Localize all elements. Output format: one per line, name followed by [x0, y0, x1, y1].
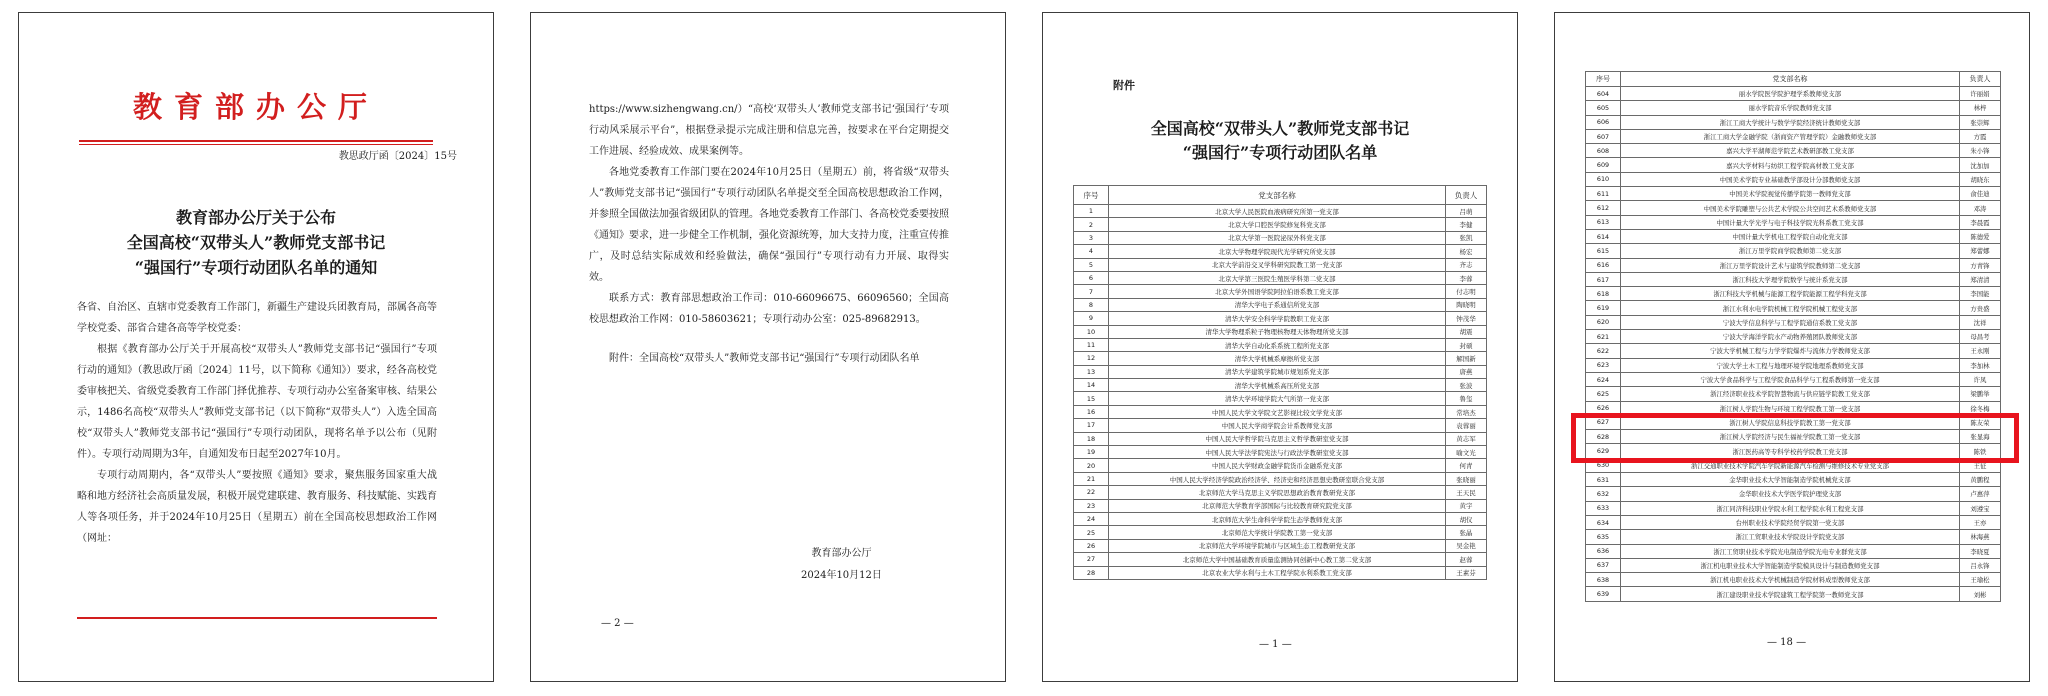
- table-row: [1074, 419, 1487, 432]
- leader-name: 喻文光: [1446, 446, 1487, 459]
- table-row: [1586, 473, 2001, 487]
- leader-name: 刘彬: [1960, 587, 2001, 601]
- row-number: 17: [1074, 419, 1109, 432]
- branch-name: 浙江同济科技职业学院水利工程学院水利工程党支部: [1621, 501, 1960, 515]
- table-row: [1586, 144, 2001, 158]
- row-number: 621: [1586, 330, 1621, 344]
- table-row: [1074, 526, 1487, 539]
- document-number: 教思政厅函〔2024〕15号: [338, 151, 457, 162]
- row-number: 629: [1586, 444, 1621, 458]
- notice-body-continued: [589, 99, 949, 369]
- leader-name: 李蓉: [1446, 271, 1487, 284]
- list-title: [1043, 117, 1517, 165]
- team-list-table: [1585, 71, 2001, 602]
- leader-name: 吕萌: [1446, 205, 1487, 218]
- signing-date: 2024年10月12日: [801, 570, 882, 581]
- branch-name: 浙江建设职业技术学院建筑工程学院第一教师党支部: [1621, 587, 1960, 601]
- table-row: [1586, 372, 2001, 386]
- branch-name: 浙江科技大学理学院数学与统计系党支部: [1621, 272, 1960, 286]
- leader-name: 方青锋: [1960, 258, 2001, 272]
- row-number: 27: [1074, 553, 1109, 566]
- leader-name: 张晶: [1446, 526, 1487, 539]
- branch-name: 中国计量大学机电工程学院自动化党支部: [1621, 229, 1960, 243]
- leader-name: 张波: [1446, 379, 1487, 392]
- leader-name: 王征: [1960, 458, 2001, 472]
- leader-name: 吕永锋: [1960, 558, 2001, 572]
- table-row: [1074, 245, 1487, 258]
- table-row: [1586, 515, 2001, 529]
- table-row: [1586, 129, 2001, 143]
- leader-name: 黄鹏程: [1960, 473, 2001, 487]
- branch-name: 丽水学院音乐学院教师党支部: [1621, 101, 1960, 115]
- leader-name: 母昌考: [1960, 330, 2001, 344]
- row-number: 626: [1586, 401, 1621, 415]
- branch-name: 宁波大学机械工程与力学学院爆炸与流体力学教师党支部: [1621, 344, 1960, 358]
- body-paragraph: 根据《教育部办公厅关于开展高校“双带头人”教师党支部书记“强国行”专项行动的通知》（教思政厅函〔2024〕11号，以下简称《通知》）要求，经各高校党委审核把关、省级党委教育工作部门择优推荐、专项行动办公室备案审核、结果公示，1486名高校“双带头人”教师党支部书记（以下简称“双带头人”）入选全国高校“双带头人”教师党支部书记“强国行”专项行动团队，现将名单予以公布（见附件）。专项行动周期为3年，自通知发布日起至2027年10月。: [77, 344, 437, 460]
- branch-name: 中国人民大学财政金融学院货币金融系党支部: [1109, 459, 1446, 472]
- branch-name: 北京大学物理学院现代光学研究所党支部: [1109, 245, 1446, 258]
- notice-title-line: 全国高校“双带头人”教师党支部书记: [126, 233, 386, 252]
- branch-name: 中国人民大学经济学院政治经济学、经济史和经济思想史教研室联合党支部: [1109, 472, 1446, 485]
- row-number: 614: [1586, 229, 1621, 243]
- leader-name: 王永刚: [1960, 344, 2001, 358]
- branch-name: 浙江工商大学统计与数学学院经济统计教师党支部: [1621, 115, 1960, 129]
- table-row: [1074, 338, 1487, 351]
- row-number: 625: [1586, 387, 1621, 401]
- leader-name: 陈铁: [1960, 444, 2001, 458]
- leader-name: 胡晓东: [1960, 172, 2001, 186]
- signature-block: [801, 543, 882, 587]
- branch-name: 中国人民大学哲学院马克思主义哲学教研室党支部: [1109, 432, 1446, 445]
- leader-name: 解国新: [1446, 352, 1487, 365]
- leader-name: 梁鹏举: [1960, 387, 2001, 401]
- branch-name: 北京师范大学中国基础教育质量监测协同创新中心教工第二党支部: [1109, 553, 1446, 566]
- branch-name: 金华职业技术大学医学院护理党支部: [1621, 487, 1960, 501]
- team-list-table: [1073, 185, 1487, 580]
- branch-name: 丽水学院医学院护理学系教师党支部: [1621, 87, 1960, 101]
- branch-name: 清华大学物理系粒子物理核物理天体物理所党支部: [1109, 325, 1446, 338]
- row-number: 636: [1586, 544, 1621, 558]
- table-row: [1586, 272, 2001, 286]
- notice-body: [77, 297, 437, 549]
- leader-name: 黄宇: [1446, 499, 1487, 512]
- leader-name: 林梓: [1960, 101, 2001, 115]
- branch-name: 中国美术学院视觉传播学院第一教师党支部: [1621, 187, 1960, 201]
- signer: 教育部办公厅: [811, 548, 872, 559]
- table-row: [1074, 258, 1487, 271]
- leader-name: 方霞: [1960, 129, 2001, 143]
- branch-name: 嘉兴大学材料与纺织工程学院高材教工党支部: [1621, 158, 1960, 172]
- table-row: [1074, 446, 1487, 459]
- branch-name: 浙江工商大学金融学院（浙商资产管理学院）金融教师党支部: [1621, 129, 1960, 143]
- branch-name: 中国计量大学光学与电子科技学院光科系教工党支部: [1621, 215, 1960, 229]
- leader-name: 杨宏: [1446, 245, 1487, 258]
- branch-name: 北京师范大学环境学院城市与区域生态工程教研党支部: [1109, 539, 1446, 552]
- page-number: — 2 —: [601, 618, 634, 629]
- row-number: 604: [1586, 87, 1621, 101]
- table-row: [1586, 244, 2001, 258]
- row-number: 5: [1074, 258, 1109, 271]
- branch-name: 浙江工贸职业技术学院光电制造学院光电专业群党支部: [1621, 544, 1960, 558]
- table-row: [1586, 544, 2001, 558]
- table-row: [1586, 358, 2001, 372]
- branch-name: 北京大学前沿交叉学科研究院教工第一党支部: [1109, 258, 1446, 271]
- leader-name: 陶晓明: [1446, 298, 1487, 311]
- row-number: 4: [1074, 245, 1109, 258]
- table-row: [1586, 387, 2001, 401]
- table-row: [1074, 472, 1487, 485]
- table-row: [1586, 229, 2001, 243]
- row-number: 618: [1586, 287, 1621, 301]
- leader-name: 张晓丽: [1446, 472, 1487, 485]
- table-row: [1074, 325, 1487, 338]
- leader-name: 胡震: [1446, 325, 1487, 338]
- leader-name: 李健: [1446, 218, 1487, 231]
- row-number: 20: [1074, 459, 1109, 472]
- column-header: 党支部名称: [1109, 186, 1446, 205]
- row-number: 6: [1074, 271, 1109, 284]
- table-row: [1074, 459, 1487, 472]
- column-header: 党支部名称: [1621, 72, 1960, 87]
- row-number: 605: [1586, 101, 1621, 115]
- body-paragraph: 各地党委教育工作部门要在2024年10月25日（星期五）前，将省级“双带头人”教师党支部书记“强国行”专项行动团队名单提交至全国高校思想政治工作网，并参照全国做法加强省级团队的管理。各地党委教育工作部门、各高校党委要按照《通知》要求，进一步健全工作机制，强化资源统筹，加大支持力度，注重宣传推广，及时总结实际成效和经验做法，确保“强国行”专项行动有力开展、取得实效。: [589, 167, 949, 283]
- office-title: 教育部办公厅: [132, 90, 379, 124]
- row-number: 23: [1074, 499, 1109, 512]
- branch-name: 宁波大学土木工程与地理环境学院地理系教师党支部: [1621, 358, 1960, 372]
- row-number: 635: [1586, 530, 1621, 544]
- branch-name: 北京师范大学教育学部国际与比较教育研究院党支部: [1109, 499, 1446, 512]
- row-number: 607: [1586, 129, 1621, 143]
- leader-name: 黄志军: [1446, 432, 1487, 445]
- row-number: 13: [1074, 365, 1109, 378]
- branch-name: 浙江万里学院设计艺术与建筑学院教师第二党支部: [1621, 258, 1960, 272]
- row-number: 9: [1074, 312, 1109, 325]
- branch-name: 清华大学安全科学学院教职工党支部: [1109, 312, 1446, 325]
- row-number: 617: [1586, 272, 1621, 286]
- row-number: 28: [1074, 566, 1109, 579]
- leader-name: 林海燕: [1960, 530, 2001, 544]
- row-number: 24: [1074, 512, 1109, 525]
- branch-name: 浙江机电职业技术大学智能制造学院模具设计与制造教师党支部: [1621, 558, 1960, 572]
- branch-name: 浙江万里学院商学院教师第二党支部: [1621, 244, 1960, 258]
- row-number: 634: [1586, 515, 1621, 529]
- table-row: [1586, 487, 2001, 501]
- table-row: [1074, 298, 1487, 311]
- row-number: 3: [1074, 231, 1109, 244]
- column-header: 负责人: [1960, 72, 2001, 87]
- table-row: [1074, 379, 1487, 392]
- row-number: 613: [1586, 215, 1621, 229]
- leader-name: 袁蓉丽: [1446, 419, 1487, 432]
- leader-name: 张崇辉: [1960, 115, 2001, 129]
- document-page-1: [18, 12, 494, 682]
- branch-name: 北京大学第一医院泌尿外科党支部: [1109, 231, 1446, 244]
- column-header: 负责人: [1446, 186, 1487, 205]
- leader-name: 付志明: [1446, 285, 1487, 298]
- table-row: [1074, 271, 1487, 284]
- column-header: 序号: [1586, 72, 1621, 87]
- leader-name: 何青: [1446, 459, 1487, 472]
- row-number: 15: [1074, 392, 1109, 405]
- branch-name: 浙江水利水电学院机械工程学院机械工程党支部: [1621, 301, 1960, 315]
- leader-name: 王素芬: [1446, 566, 1487, 579]
- leader-name: 赵蓉: [1446, 553, 1487, 566]
- branch-name: 北京农业大学水利与土木工程学院水利系教工党支部: [1109, 566, 1446, 579]
- branch-name: 清华大学自动化系系统工程所党支部: [1109, 338, 1446, 351]
- row-number: 620: [1586, 315, 1621, 329]
- branch-name: 清华大学电子系通信所党支部: [1109, 298, 1446, 311]
- table-row: [1586, 587, 2001, 601]
- branch-name: 中国美术学院雕塑与公共艺术学院公共空间艺术系教师党支部: [1621, 201, 1960, 215]
- row-number: 21: [1074, 472, 1109, 485]
- branch-name: 宁波大学食品科学与工程学院食品科学与工程系教师第一党支部: [1621, 372, 1960, 386]
- leader-name: 徐冬梅: [1960, 401, 2001, 415]
- row-number: 10: [1074, 325, 1109, 338]
- row-number: 615: [1586, 244, 1621, 258]
- table-row: [1586, 158, 2001, 172]
- branch-name: 北京大学口腔医学院修复科党支部: [1109, 218, 1446, 231]
- red-divider-bottom: [79, 144, 433, 145]
- branch-name: 宁波大学海洋学院水产动物养殖团队教师党支部: [1621, 330, 1960, 344]
- leader-name: 陈德爱: [1960, 229, 2001, 243]
- row-number: 19: [1074, 446, 1109, 459]
- red-divider-top: [79, 140, 433, 142]
- body-paragraph: https://www.sizhengwang.cn/）“高校‘双带头人’教师党支部书记‘强国行’专项行动风采展示平台”，根据登录提示完成注册和信息完善，按要求在平台定期提交工作进展、经验成效、成果案例等。: [589, 104, 949, 157]
- leader-name: 沈加加: [1960, 158, 2001, 172]
- table-row: [1586, 315, 2001, 329]
- branch-name: 浙江科技大学机械与能源工程学院能源工程学科党支部: [1621, 287, 1960, 301]
- branch-name: 浙江机电职业技术大学机械制造学院材料成型教师党支部: [1621, 573, 1960, 587]
- leader-name: 郑清清: [1960, 272, 2001, 286]
- row-number: 616: [1586, 258, 1621, 272]
- row-number: 22: [1074, 486, 1109, 499]
- leader-name: 王亦: [1960, 515, 2001, 529]
- table-row: [1586, 330, 2001, 344]
- document-page-4: [1554, 12, 2030, 682]
- leader-name: 许丽娟: [1960, 87, 2001, 101]
- table-row: [1586, 115, 2001, 129]
- leader-name: 李加林: [1960, 358, 2001, 372]
- document-page-3: [1042, 12, 1518, 682]
- leader-name: 许凤: [1960, 372, 2001, 386]
- row-number: 632: [1586, 487, 1621, 501]
- row-number: 25: [1074, 526, 1109, 539]
- leader-name: 齐志: [1446, 258, 1487, 271]
- table-row: [1586, 573, 2001, 587]
- table-row: [1074, 285, 1487, 298]
- leader-name: 张显海: [1960, 430, 2001, 444]
- row-number: 11: [1074, 338, 1109, 351]
- table-row: [1074, 218, 1487, 231]
- table-row: [1074, 486, 1487, 499]
- table-row: [1074, 392, 1487, 405]
- table-row: [1586, 301, 2001, 315]
- leader-name: 李国能: [1960, 287, 2001, 301]
- row-number: 18: [1074, 432, 1109, 445]
- branch-name: 浙江经济职业技术学院智慧物流与供应链学院教工党支部: [1621, 387, 1960, 401]
- leader-name: 李晨霞: [1960, 215, 2001, 229]
- branch-name: 清华大学建筑学院城市规划系党支部: [1109, 365, 1446, 378]
- table-row: [1586, 172, 2001, 186]
- table-row: [1074, 405, 1487, 418]
- leader-name: 封硕: [1446, 338, 1487, 351]
- leader-name: 俞佳迪: [1960, 187, 2001, 201]
- leader-name: 刘遵宝: [1960, 501, 2001, 515]
- row-number: 2: [1074, 218, 1109, 231]
- branch-name: 金华职业技术大学智能制造学院机械党支部: [1621, 473, 1960, 487]
- branch-name: 北京师范大学统计学院教工第一党支部: [1109, 526, 1446, 539]
- table-row: [1074, 539, 1487, 552]
- table-row: [1586, 187, 2001, 201]
- branch-name: 浙江树人学院经济与民生福祉学院教工第一党支部: [1621, 430, 1960, 444]
- branch-name: 北京大学第三医院生殖医学科第二党支部: [1109, 271, 1446, 284]
- leader-name: 郑蕾娜: [1960, 244, 2001, 258]
- branch-name: 中国人民大学法学院宪法与行政法学教研室党支部: [1109, 446, 1446, 459]
- table-row: [1586, 501, 2001, 515]
- attachment-note: 附件：全国高校“双带头人”教师党支部书记“强国行”专项行动团队名单: [609, 353, 920, 364]
- branch-name: 浙江医药高等专科学校药学院教工党支部: [1621, 444, 1960, 458]
- leader-name: 鲁玺: [1446, 392, 1487, 405]
- branch-name: 浙江树人学院信息科技学院教工第一党支部: [1621, 415, 1960, 429]
- row-number: 609: [1586, 158, 1621, 172]
- row-number: 14: [1074, 379, 1109, 392]
- row-number: 608: [1586, 144, 1621, 158]
- red-underline: [77, 617, 437, 619]
- row-number: 612: [1586, 201, 1621, 215]
- table-row: [1586, 87, 2001, 101]
- leader-name: 常培杰: [1446, 405, 1487, 418]
- branch-name: 中国人民大学文学院文艺影视比较文学党支部: [1109, 405, 1446, 418]
- document-page-2: [530, 12, 1006, 682]
- row-number: 1: [1074, 205, 1109, 218]
- row-number: 12: [1074, 352, 1109, 365]
- row-number: 639: [1586, 587, 1621, 601]
- row-number: 623: [1586, 358, 1621, 372]
- table-row: [1586, 201, 2001, 215]
- leader-name: 李晓夏: [1960, 544, 2001, 558]
- leader-name: 沈祥: [1960, 315, 2001, 329]
- body-paragraph: 专项行动周期内，各“双带头人”要按照《通知》要求，聚焦服务国家重大战略和地方经济社会高质量发展，积极开展党建联建、教育服务、科技赋能、实践育人等各项任务，并于2024年10月25日（星期五）前在全国高校思想政治工作网（网址：: [77, 470, 437, 544]
- leader-name: 方贵盛: [1960, 301, 2001, 315]
- table-row: [1074, 231, 1487, 244]
- leader-name: 王天民: [1446, 486, 1487, 499]
- list-title-line: 全国高校“双带头人”教师党支部书记: [1150, 119, 1410, 138]
- row-number: 622: [1586, 344, 1621, 358]
- row-number: 624: [1586, 372, 1621, 386]
- branch-name: 中国人民大学商学院会计系教师党支部: [1109, 419, 1446, 432]
- table-row: [1586, 215, 2001, 229]
- highlight-box: [1571, 413, 2019, 463]
- notice-title-line: 教育部办公厅关于公布: [175, 208, 336, 227]
- table-row: [1074, 499, 1487, 512]
- table-row: [1074, 205, 1487, 218]
- leader-name: 胡仪: [1446, 512, 1487, 525]
- row-number: 611: [1586, 187, 1621, 201]
- branch-name: 浙江树人学院生物与环境工程学院教工第一党支部: [1621, 401, 1960, 415]
- branch-name: 台州职业技术学院经贸学院第一党支部: [1621, 515, 1960, 529]
- table-row: [1074, 312, 1487, 325]
- row-number: 16: [1074, 405, 1109, 418]
- row-number: 26: [1074, 539, 1109, 552]
- branch-name: 浙江工贸职业技术学院设计学院党支部: [1621, 530, 1960, 544]
- leader-name: 卢惠萍: [1960, 487, 2001, 501]
- row-number: 7: [1074, 285, 1109, 298]
- row-number: 610: [1586, 172, 1621, 186]
- branch-name: 清华大学机械系摩擦所党支部: [1109, 352, 1446, 365]
- branch-name: 北京大学人民医院血液病研究所第一党支部: [1109, 205, 1446, 218]
- table-row: [1586, 101, 2001, 115]
- table-row: [1586, 530, 2001, 544]
- row-number: 633: [1586, 501, 1621, 515]
- table-row: [1074, 365, 1487, 378]
- table-row: [1586, 558, 2001, 572]
- branch-name: 中国美术学院专业基础教学部设计分部教师党支部: [1621, 172, 1960, 186]
- leader-name: 邓涛: [1960, 201, 2001, 215]
- attachment-label: 附件: [1113, 79, 1135, 92]
- row-number: 627: [1586, 415, 1621, 429]
- leader-name: 朱小锋: [1960, 144, 2001, 158]
- branch-name: 北京师范大学马克思主义学院思想政治教育教研党支部: [1109, 486, 1446, 499]
- branch-name: 宁波大学信息科学与工程学院通信系教工党支部: [1621, 315, 1960, 329]
- branch-name: 北京大学外国语学院阿拉伯语系教工党支部: [1109, 285, 1446, 298]
- table-row: [1074, 566, 1487, 579]
- row-number: 638: [1586, 573, 1621, 587]
- branch-name: 北京师范大学生命科学学院生态学教师党支部: [1109, 512, 1446, 525]
- table-row: [1074, 432, 1487, 445]
- leader-name: 王瑜松: [1960, 573, 2001, 587]
- branch-name: 嘉兴大学平湖师范学院艺术教研部教工党支部: [1621, 144, 1960, 158]
- contact-paragraph: 联系方式：教育部思想政治工作司：010-66096675、66096560；全国高校思想政治工作网：010-58603621；专项行动办公室：025-89682913。: [589, 293, 949, 325]
- table-row: [1074, 512, 1487, 525]
- page-number: — 1 —: [1259, 639, 1292, 650]
- leader-name: 张凯: [1446, 231, 1487, 244]
- notice-title-line: “强国行”专项行动团队名单的通知: [134, 258, 378, 277]
- recipients-paragraph: 各省、自治区、直辖市党委教育工作部门，新疆生产建设兵团教育局，部属各高等学校党委、部省合建各高等学校党委：: [77, 302, 437, 334]
- leader-name: 唐燕: [1446, 365, 1487, 378]
- row-number: 630: [1586, 458, 1621, 472]
- column-header: 序号: [1074, 186, 1109, 205]
- branch-name: 清华大学机械系高压所党支部: [1109, 379, 1446, 392]
- list-title-line: “强国行”专项行动团队名单: [1182, 143, 1378, 162]
- row-number: 628: [1586, 430, 1621, 444]
- row-number: 8: [1074, 298, 1109, 311]
- branch-name: 浙江交通职业技术学院汽车学院新能源汽车检测与维修技术专业党支部: [1621, 458, 1960, 472]
- table-row: [1586, 344, 2001, 358]
- leader-name: 吴金艳: [1446, 539, 1487, 552]
- row-number: 631: [1586, 473, 1621, 487]
- row-number: 619: [1586, 301, 1621, 315]
- table-row: [1586, 287, 2001, 301]
- table-row: [1074, 553, 1487, 566]
- table-row: [1074, 352, 1487, 365]
- page-number: — 18 —: [1767, 637, 1807, 648]
- row-number: 637: [1586, 558, 1621, 572]
- branch-name: 清华大学环境学院大气所第一党支部: [1109, 392, 1446, 405]
- leader-name: 陈友荣: [1960, 415, 2001, 429]
- notice-title: [19, 205, 493, 280]
- leader-name: 钟茂华: [1446, 312, 1487, 325]
- row-number: 606: [1586, 115, 1621, 129]
- table-row: [1586, 258, 2001, 272]
